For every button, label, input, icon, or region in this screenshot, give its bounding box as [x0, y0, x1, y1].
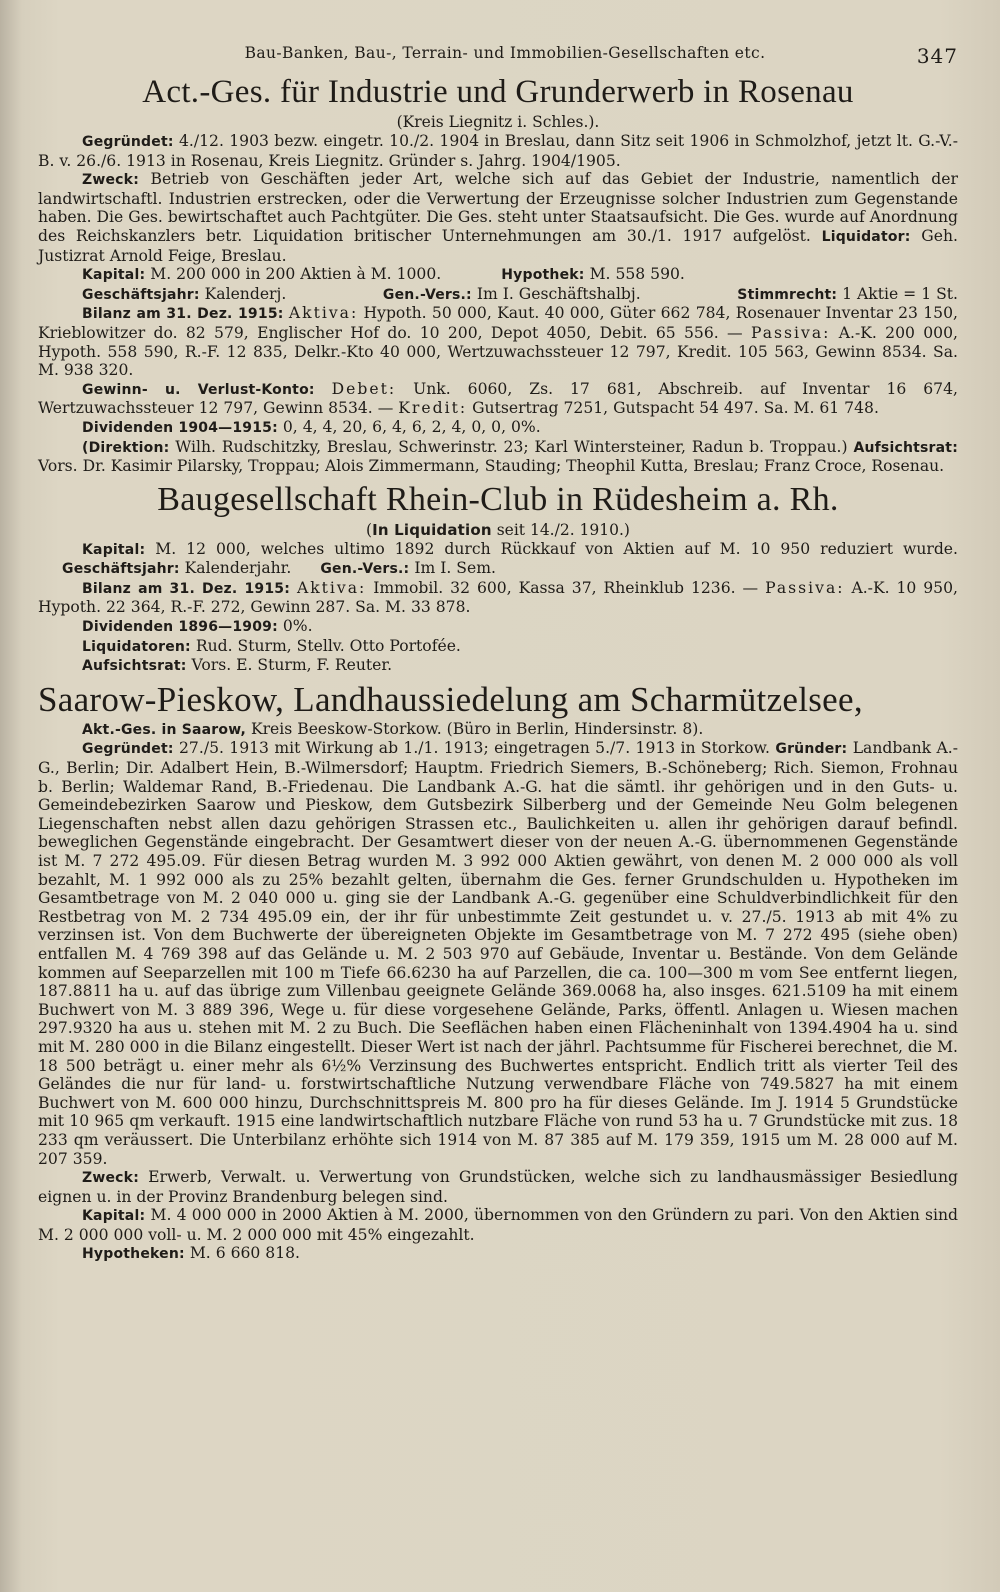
entry1-fiscal-text: Kalenderj.: [204, 284, 287, 303]
entry3-title: Saarow-Pieskow, Landhaussiedelung am Scharmützelsee,: [38, 679, 863, 719]
entry3-mortgages: [38, 1244, 958, 1264]
entry1-balance: [38, 304, 958, 379]
entry2-liquidators: [38, 637, 958, 657]
entry2-liabilities-label: Passiva:: [765, 578, 845, 597]
entry1-management: [38, 438, 958, 476]
entry2-capital-label: Kapital:: [82, 541, 146, 558]
entry1-subtitle: (Kreis Liegnitz i. Schles.).: [396, 113, 600, 131]
entry1-profit-loss: [38, 380, 958, 418]
entry1-credit-text: Gutsertrag 7251, Gutspacht 54 497. Sa. M. 61 748.: [472, 399, 879, 418]
entry3-capital-label: Kapital:: [82, 1208, 146, 1225]
entry2-dividends: [38, 617, 958, 637]
entry2-supervisory-label: Aufsichtsrat:: [82, 658, 187, 675]
entry1-supervisory-label: Aufsichtsrat:: [853, 439, 958, 456]
entry1-dividends-text: 0, 4, 4, 20, 6, 4, 6, 2, 4, 0, 0, 0%.: [282, 417, 541, 436]
entry2-capital: [38, 540, 958, 579]
running-head-title: Bau-Banken, Bau-, Terrain- und Immobilien-Gesellschaften etc.: [244, 44, 766, 62]
entry2-title: Baugesellschaft Rhein-Club in Rüdesheim a. Rh.: [157, 480, 839, 518]
entry2-balance-label: Bilanz am 31. Dez. 1915:: [82, 580, 291, 597]
entry1-voting-text: 1 Aktie = 1 St.: [842, 284, 958, 303]
entry1-founded-label: Gegründet:: [82, 134, 174, 150]
entry3-founders-text: Landbank A.-G., Berlin; Dir. Adalbert Hein, B.-Wilmersdorf; Hauptm. Friedrich Siemers, B.-Schöneberg; Rich. Siemon, Frohnau b. Berlin; Waldemar Rand, B.-Friedenau. Die Landbank A.-G. hat die sämtl. ihr gehörigen und in den Guts- u. Gemeindebezirken Saarow und Pieskow, dem Gutsbezirk Silberberg und der Gemeinde Neu Golm belegenen Liegenschaften nebst allen dazu gehörigen Strassen etc., Baulichkeiten u. allen ihr gehörigen darauf befindl. beweglichen Gegenstände eingebracht. Der Gesamtwert dieser von der neuen A.-G. übernommenen Gegenstände ist M. 7 272 495.09. Für diesen Betrag wurden M. 3 992 000 Aktien gewährt, von denen M. 2 000 000 als voll bezahlt, M. 1 992 000 als zu 25% bezahlt gelten, übernahm die Ges. ferner Grundschulden u. Hypotheken im Gesamtbetrage von M. 2 040 000 u. ging sie der Landbank A.-G. gegenüber eine Schuldverbindlichkeit für den Restbetrag von M. 2 734 495.09 ein, der ihr für unbestimmte Zeit gestundet u. v. 27./5. 1913 ab mit 4% zu verzinsen ist. Von dem Buchwerte der übereigneten Objekte im Gesamtbetrage von M. 7 272 495 (siehe oben) entfallen M. 4 769 398 auf das Gelände u. M. 2 503 970 auf Gebäude, Inventar u. Bestände. Von dem Gelände kommen auf Seeparzellen mit 100 m Tiefe 66.6230 ha auf Parzellen, die ca. 100—300 m vom See entfernt liegen, 187.8811 ha u. auf das übrige zum Villenbau geeignete Gelände 369.0068 ha, also insges. 621.5109 ha mit einem Buchwert von M. 3 889 396, Wege u. für diese vorgesehene Gelände, Parks, öffentl. Anlagen u. Wiesen machen 297.9320 ha aus u. stehen mit M. 2 zu Buch. Die Seeflächen haben einen Flächeninhalt von 1394.4904 ha u. sind mit M. 280 000 in die Bilanz eingestellt. Dieser Wert ist nach der jährl. Pachtsumme für Fischerei berechnet, die M. 18 500 beträgt u. einer mehr als 6½% Verzinsung des Buchwertes entspricht. Endlich tritt als vierter Teil des Geländes die nur für land- u. forstwirtschaftliche Nutzung verwendbare Fläche von 749.5827 ha mit einem Buchwert von M. 600 000 hinzu, Durchschnittspreis M. 800 pro ha für dieses Gelände. Im J. 1914 5 Grundstücke mit 10 965 qm verkauft. 1915 eine landwirtschaftlich nutzbare Fläche von rund 53 ha u. 7 Grundstücke mit zus. 18 233 qm veräussert. Die Unterbilanz erhöhte sich 1914 von M. 87 385 auf M. 179 359, 1915 um M. 28 000 auf M. 207 359.: [38, 739, 958, 1168]
entry1-debit-label: Debet:: [331, 379, 397, 398]
entry2-dividends-text: 0%.: [282, 617, 313, 636]
entry1-credit-label: Kredit:: [398, 399, 468, 418]
entry2-meeting-label: Gen.-Vers.:: [320, 561, 410, 578]
entry1-meeting-text: Im I. Geschäftshalbj.: [476, 284, 641, 303]
entry1-liquidator-text: Geh. Justizrat Arnold Feige, Breslau.: [38, 226, 958, 265]
entry1-meeting-label: Gen.-Vers.:: [382, 286, 472, 303]
entry1-pl-label: Gewinn- u. Verlust-Konto:: [82, 381, 315, 398]
entry2-balance: [38, 579, 958, 617]
entry3-founded: [38, 739, 958, 1168]
entry2-supervisory: [38, 656, 958, 676]
entry1-dividends-label: Dividenden 1904—1915:: [82, 419, 278, 436]
entry3-founders-label: Gründer:: [775, 741, 848, 758]
entry2-liquidation-text: seit 14./2. 1910.): [496, 520, 630, 539]
entry2-subtitle: [38, 520, 958, 540]
entry1-fiscal-row: [38, 285, 958, 305]
entry3-subtitle-label: Akt.-Ges. in Saarow,: [82, 721, 246, 738]
entry2-supervisory-text: Vors. E. Sturm, F. Reuter.: [191, 656, 393, 675]
entry1-title: Act.-Ges. für Industrie und Grunderwerb in Rosenau: [142, 74, 854, 110]
entry1-mortgage-label: Hypothek:: [501, 267, 585, 284]
entry1-balance-label: Bilanz am 31. Dez. 1915:: [82, 306, 284, 323]
entry1-debit-text: Unk. 6060, Zs. 17 681, Abschreib. auf Inventar 16 674, Wertzuwachssteuer 12 797, Gewinn 8534. —: [38, 379, 958, 418]
page-number: 347: [916, 44, 958, 68]
entry3-mortgages-label: Hypotheken:: [82, 1246, 185, 1263]
entry1-assets-text: Hypoth. 50 000, Kaut. 40 000, Güter 662 784, Rosenauer Inventar 23 150, Krieblowitzer do. 82 579, Englischer Hof do. 10 200, Depot 4050, Debit. 65 556. —: [38, 304, 958, 342]
entry1-voting-label: Stimmrecht:: [737, 286, 838, 303]
entry1-liabilities-label: Passiva:: [750, 323, 831, 342]
entry2-liquidators-label: Liquidatoren:: [82, 638, 191, 655]
entry1-mortgage-text: M. 558 590.: [589, 265, 685, 284]
entry1-liquidator-label: Liquidator:: [821, 228, 911, 245]
entry1-capital-text: M. 200 000 in 200 Aktien à M. 1000.: [150, 265, 442, 284]
entry3-subtitle: [38, 720, 958, 740]
entry1-liabilities-text: A.-K. 200 000, Hypoth. 558 590, R.-F. 12 835, Delkr.-Kto 40 000, Wertzuwachssteuer 12 797, Kredit. 105 563, Gewinn 8534. Sa. M. 938 320.: [38, 323, 958, 380]
entry1-fiscal-label: Geschäftsjahr:: [82, 286, 200, 303]
entry1-board-text: Wilh. Rudschitzky, Breslau, Schwerinstr. 23; Karl Wintersteiner, Radun b. Troppau.): [175, 437, 848, 456]
entry3-purpose-label: Zweck:: [82, 1170, 139, 1187]
entry1-founded: [38, 132, 958, 170]
entry3-capital: [38, 1206, 958, 1244]
entry3-capital-text: M. 4 000 000 in 2000 Aktien à M. 2000, übernommen von den Gründern zu pari. Von den Aktien sind M. 2 000 000 voll- u. M. 2 000 000 mit 45% eingezahlt.: [38, 1206, 958, 1244]
running-head: [52, 44, 958, 72]
entry1-dividends: [38, 418, 958, 438]
entry1-purpose-text: Betrieb von Geschäften jeder Art, welche sich auf das Gebiet der Industrie, namentlich der landwirtschaftl. Industrien erstrecken, oder die Verwertung der Erzeugnisse solcher Industrien zum Gegenstande haben. Die Ges. bewirtschaftet auch Pachtgüter. Die Ges. steht unter Staatsaufsicht. Die Ges. wurde auf Anordnung des Reichskanzlers betr. Liquidation britischer Unternehmungen am 30./1. 1917 aufgelöst.: [38, 170, 958, 245]
entry2-dividends-label: Dividenden 1896—1909:: [82, 619, 278, 636]
entry3-mortgages-text: M. 6 660 818.: [189, 1244, 301, 1263]
entry2-meeting-text: Im I. Sem.: [414, 559, 496, 578]
entry2-liabilities-text: A.-K. 10 950, Hypoth. 22 364, R.-F. 272, Gewinn 287. Sa. M. 33 878.: [38, 578, 958, 617]
entry1-assets-label: Aktiva:: [288, 304, 359, 323]
entry2-assets-label: Aktiva:: [296, 578, 367, 597]
entry1-supervisory-text: Vors. Dr. Kasimir Pilarsky, Troppau; Alois Zimmermann, Stauding; Theophil Kutta, Breslau; Franz Croce, Rosenau.: [38, 457, 945, 476]
entry2-subtitle-open: (: [366, 520, 373, 539]
entry2-capital-text: M. 12 000, welches ultimo 1892 durch Rückkauf von Aktien auf M. 10 950 reduziert wurde.: [155, 539, 958, 558]
entry1-board-label: (Direktion:: [82, 439, 170, 456]
entry1-purpose: [38, 170, 958, 265]
entry2-fiscal-label: Geschäftsjahr:: [62, 561, 180, 578]
entry2-liquidators-text: Rud. Sturm, Stellv. Otto Portofée.: [195, 636, 461, 655]
entry2-assets-text: Immobil. 32 600, Kassa 37, Rheinklub 1236. —: [373, 578, 759, 597]
entry1-founded-text: 4./12. 1903 bezw. eingetr. 10./2. 1904 in Breslau, dann Sitz seit 1906 in Schmolzhof, jetzt lt. G.-V.-B. v. 26./6. 1913 in Rosenau, Kreis Liegnitz. Gründer s. Jahrg. 1904/1905.: [38, 132, 958, 170]
entry3-subtitle-text: Kreis Beeskow-Storkow. (Büro in Berlin, Hindersinstr. 8).: [250, 719, 704, 738]
entry3-purpose: [38, 1168, 958, 1206]
entry1-capital-row: [38, 265, 958, 285]
entry2-fiscal-text: Kalenderjahr.: [184, 559, 292, 578]
entry1-purpose-label: Zweck:: [82, 172, 139, 189]
entry2-liquidation-label: In Liquidation: [372, 520, 492, 539]
entry3-purpose-text: Erwerb, Verwalt. u. Verwertung von Grundstücken, welche sich zu landhausmässiger Besiedlung eignen u. in der Provinz Brandenburg belegen sind.: [38, 1168, 958, 1206]
entry3-founded-text: 27./5. 1913 mit Wirkung ab 1./1. 1913; eingetragen 5./7. 1913 in Storkow.: [179, 739, 771, 758]
entry1-capital-label: Kapital:: [82, 267, 146, 284]
entry3-founded-label: Gegründet:: [82, 741, 174, 758]
